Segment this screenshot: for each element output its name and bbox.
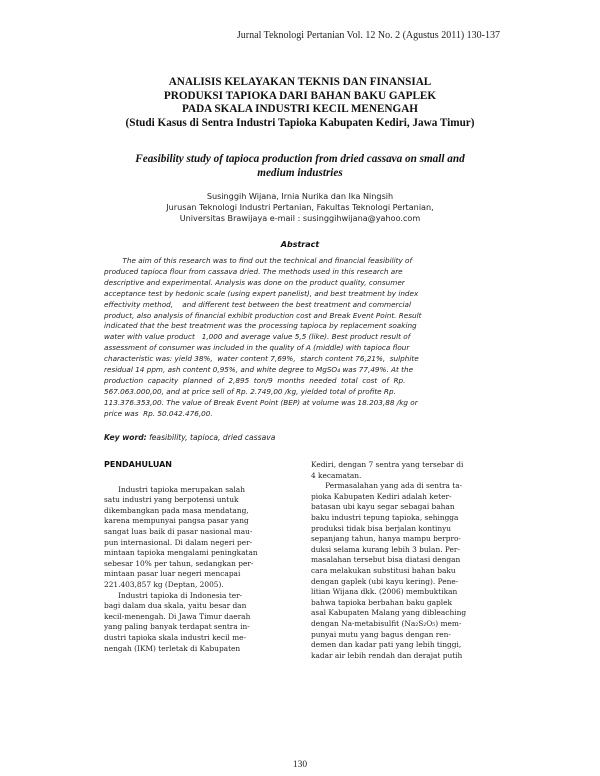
abstract-line: product, also analysis of financial exhibit production cost and Break Event Point. Result xyxy=(104,310,422,320)
body-line: Industri tapioka merupakan salah xyxy=(104,484,245,494)
body-line: dustri tapioka skala industri kecil me- xyxy=(104,632,247,642)
title-line: PADA SKALA INDUSTRI KECIL MENENGAH xyxy=(181,103,418,115)
body-line: sepanjang tahun, hanya mampu berpro- xyxy=(311,534,461,544)
english-title-line: medium industries xyxy=(257,167,343,179)
body-line: produksi tidak bisa berjalan kontinyu xyxy=(311,523,452,533)
body-line: duksi selama kurang lebih 3 bulan. Per- xyxy=(311,544,460,554)
author-block xyxy=(100,191,500,224)
body-line: dikembangkan pada masa mendatang, xyxy=(104,505,249,515)
abstract-body xyxy=(104,256,497,420)
body-line: pioka Kabupaten Kediri adalah keter- xyxy=(311,491,452,501)
section-heading: PENDAHULUAN xyxy=(104,460,172,469)
affiliation-line: Universitas Brawijaya e-mail : susinggihwijana@yahoo.com xyxy=(179,213,421,223)
abstract-line: descriptive and experimental. Analysis was done on the product quality, consumer xyxy=(104,277,405,287)
body-line: 4 kecamatan. xyxy=(311,470,362,480)
abstract-line: acceptance test by hedonic scale (using expert panelist), and best treatment by index xyxy=(104,288,419,298)
body-line: nengah (IKM) terletak di Kabupaten xyxy=(104,643,241,653)
right-column xyxy=(311,460,501,661)
body-line: sangat luas baik di pasar nasional mau- xyxy=(104,526,253,536)
body-line: satu industri yang berpotensi untuk xyxy=(104,495,239,505)
abstract-line: 113.376.353,00. The value of Break Event Point (BEP) at volume was 18.203,88 /kg or xyxy=(104,397,418,407)
abstract-line: characteristic was: yield 38%, water content 7,69%, starch content 76,21%, sulphite xyxy=(104,354,419,364)
body-line: batasan ubi kayu segar sebagai bahan xyxy=(311,502,455,512)
paper-title xyxy=(100,76,500,130)
english-title xyxy=(105,152,495,180)
title-line: PRODUKSI TAPIOKA DARI BAHAN BAKU GAPLEK xyxy=(163,89,437,102)
body-line: cara melakukan substitusi bahan baku xyxy=(311,565,456,575)
left-column xyxy=(104,460,294,654)
abstract-line: produced tapioca flour from cassava dried. The methods used in this research are xyxy=(104,266,403,276)
abstract-line: indicated that the best treatment was the processing tapioca by replacement soaking xyxy=(104,321,417,331)
abstract-line: assessment of consumer was included in the quality of A (middle) with tapioca flour xyxy=(104,343,410,353)
body-line: 221.403,857 kg (Deptan, 2005). xyxy=(104,579,224,589)
body-line: asal Kabupaten Malang yang dibleaching xyxy=(311,608,467,618)
body-line: demen dan kadar pati yang lebih tinggi, xyxy=(311,640,462,650)
body-line: bagi dalam dua skala, yaitu besar dan xyxy=(104,601,247,611)
page-number: 130 xyxy=(292,760,308,770)
body-line: litian Wijana dkk. (2006) membuktikan xyxy=(311,587,458,597)
body-line: punyai mutu yang bagus dengan ren- xyxy=(311,629,451,639)
body-line: kadar air lebih rendah dan derajat putih xyxy=(311,650,463,660)
body-line: Permasalahan yang ada di sentra ta- xyxy=(311,481,463,491)
keywords-text: feasibility, tapioca, dried cassava xyxy=(146,433,276,442)
body-line: mintaan tapioka mengalami peningkatan xyxy=(104,548,258,558)
body-line: yang paling banyak terdapat sentra in- xyxy=(104,622,250,632)
affiliation-line: Jurusan Teknologi Industri Pertanian, Fakultas Teknologi Pertanian, xyxy=(166,202,434,212)
english-title-line: Feasibility study of tapioca production from dried cassava on small and xyxy=(135,153,465,165)
body-line: karena mempunyai pangsa pasar yang xyxy=(104,516,249,526)
body-line: Kediri, dengan 7 sentra yang tersebar di xyxy=(311,460,464,469)
abstract-line: water with value product 1,000 and average value 5,5 (like). Best product result of xyxy=(104,332,411,342)
body-line: mintaan pasar luar negeri mencapai xyxy=(104,569,241,579)
abstract-line: residual 14 ppm, ash content 0,95%, and white degree to MgSO₄ was 77,49%. At the xyxy=(104,365,414,375)
title-line: (Studi Kasus di Sentra Industri Tapioka Kabupaten Kediri, Jawa Timur) xyxy=(125,116,475,129)
body-line: bahwa tapioka berbahan baku gaplek xyxy=(311,597,452,607)
body-line: dengan gaplek (ubi kayu kering). Pene- xyxy=(311,576,459,586)
keywords-label: Key word: xyxy=(104,433,147,442)
author-names: Susinggih Wijana, Irnia Nurika dan Ika Ningsih xyxy=(206,191,394,201)
body-line: kecil-menengah. Di Jawa Timur daerah xyxy=(104,611,251,621)
body-line: masalahan tersebut bisa diatasi dengan xyxy=(311,555,461,565)
abstract-heading: Abstract xyxy=(280,240,320,249)
body-line: baku industri tepung tapioka, sehingga xyxy=(311,512,459,522)
keywords xyxy=(104,433,504,442)
title-line: ANALISIS KELAYAKAN TEKNIS DAN FINANSIAL xyxy=(168,76,432,88)
body-line: sebesar 10% per tahun, sedangkan per- xyxy=(104,558,254,568)
journal-header: Jurnal Teknologi Pertanian Vol. 12 No. 2 (Agustus 2011) 130-137 xyxy=(236,30,500,41)
abstract-line: effectivity method, and different test between the best treatment and commercial xyxy=(104,299,411,309)
body-line: dengan Na-metabisulfit (Na₂S₂O₅) mem- xyxy=(311,618,462,628)
abstract-line: production capacity planned of 2,895 ton/9 months needed total cost of Rp. xyxy=(104,375,406,385)
abstract-line: 567.063.000,00, and at price sell of Rp. 2.749,00 /kg, yielded total of profite Rp. xyxy=(104,386,396,396)
body-line: pun internasional. Di dalam negeri per- xyxy=(104,537,253,547)
body-line: Industri tapioka di Indonesia ter- xyxy=(104,590,243,600)
abstract-line: The aim of this research was to find out the technical and financial feasibility of xyxy=(104,256,413,265)
abstract-line: price was Rp. 50.042.476,00. xyxy=(104,408,213,418)
